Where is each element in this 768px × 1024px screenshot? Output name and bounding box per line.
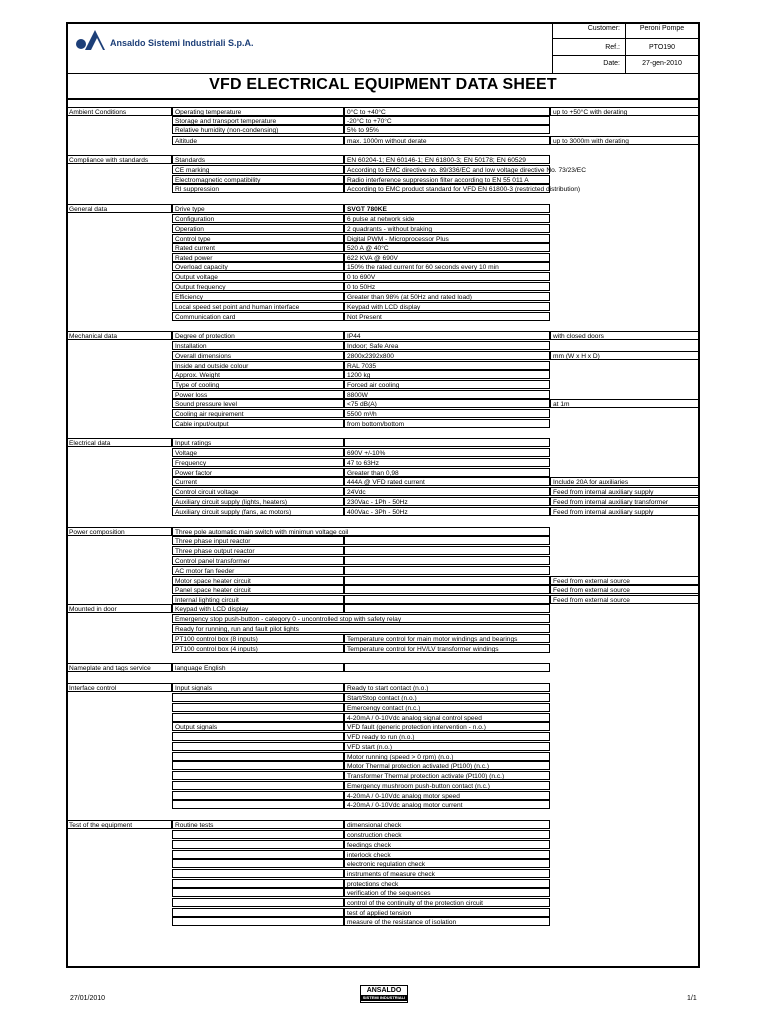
value-cell: Motor running (speed > 0 rpm) (n.o.) bbox=[344, 752, 550, 761]
note-cell: at 1m bbox=[550, 399, 700, 408]
param-cell bbox=[172, 693, 344, 702]
table-row bbox=[0, 175, 768, 184]
value-cell: <75 dB(A) bbox=[344, 399, 550, 408]
table-row bbox=[0, 820, 768, 829]
ref-value: PTO190 bbox=[649, 44, 675, 51]
value-cell bbox=[344, 663, 550, 672]
table-row bbox=[0, 556, 768, 565]
value-cell: Emercengy contact (n.c.) bbox=[344, 703, 550, 712]
param-cell: Current bbox=[172, 477, 344, 486]
value-cell: EN 60204-1; EN 60146-1; EN 61800-3; EN 50178; EN 60529 bbox=[344, 155, 550, 164]
table-row bbox=[0, 370, 768, 379]
table-row bbox=[0, 507, 768, 516]
table-row bbox=[0, 253, 768, 262]
table-row bbox=[0, 781, 768, 790]
value-cell: 5% to 95% bbox=[344, 125, 550, 134]
table-row bbox=[0, 722, 768, 731]
table-row bbox=[0, 742, 768, 751]
param-cell: Communication card bbox=[172, 312, 344, 321]
param-cell bbox=[172, 791, 344, 800]
table-row bbox=[0, 448, 768, 457]
value-cell: Greater than 0,98 bbox=[344, 468, 550, 477]
value-cell: 1200 kg bbox=[344, 370, 550, 379]
table-row bbox=[0, 234, 768, 243]
param-cell: Operation bbox=[172, 224, 344, 233]
param-cell: Input ratings bbox=[172, 438, 344, 447]
value-cell bbox=[344, 536, 550, 545]
table-row bbox=[0, 546, 768, 555]
param-cell: Input signals bbox=[172, 683, 344, 692]
table-row bbox=[0, 302, 768, 311]
value-cell: control of the continuity of the protection circuit bbox=[344, 898, 550, 907]
value-cell: Temperature control for HV/LV transformer windings bbox=[344, 644, 550, 653]
param-cell: Overall dimensions bbox=[172, 351, 344, 360]
value-cell: verification of the sequences bbox=[344, 888, 550, 897]
section-label: Test of the equipment bbox=[66, 820, 172, 829]
table-row bbox=[0, 136, 768, 145]
param-cell bbox=[172, 761, 344, 770]
note-cell: Feed from external source bbox=[550, 576, 700, 585]
value-cell bbox=[344, 438, 550, 447]
param-cell: Degree of protection bbox=[172, 331, 344, 340]
note-cell: mm (W x H x D) bbox=[550, 351, 700, 360]
table-row bbox=[0, 224, 768, 233]
table-row bbox=[0, 282, 768, 291]
meta-divider bbox=[552, 55, 700, 56]
param-cell: Inside and outside colour bbox=[172, 361, 344, 370]
param-cell: Local speed set point and human interface bbox=[172, 302, 344, 311]
table-row bbox=[0, 713, 768, 722]
table-row bbox=[0, 693, 768, 702]
param-cell: Motor space heater circuit bbox=[172, 576, 344, 585]
note-cell: Feed from external source bbox=[550, 595, 700, 604]
value-cell: from bottom/bottom bbox=[344, 419, 550, 428]
table-row bbox=[0, 331, 768, 340]
table-row bbox=[0, 409, 768, 418]
value-cell bbox=[344, 604, 550, 613]
param-cell bbox=[172, 840, 344, 849]
table-row bbox=[0, 585, 768, 594]
table-row bbox=[0, 595, 768, 604]
value-cell: SVGT 780KE bbox=[344, 204, 550, 213]
param-cell bbox=[172, 869, 344, 878]
param-cell: Relative humidity (non-condensing) bbox=[172, 125, 344, 134]
table-row bbox=[0, 125, 768, 134]
section-label: Power composition bbox=[66, 527, 172, 536]
value-cell: VFD start (n.o.) bbox=[344, 742, 550, 751]
table-row bbox=[0, 536, 768, 545]
note-cell: Feed from external source bbox=[550, 585, 700, 594]
param-cell bbox=[172, 703, 344, 712]
section-label: Mechanical data bbox=[66, 331, 172, 340]
table-row bbox=[0, 752, 768, 761]
param-cell: Control panel transformer bbox=[172, 556, 344, 565]
table-row bbox=[0, 341, 768, 350]
table-row bbox=[0, 703, 768, 712]
value-cell: 444A @ VFD rated current bbox=[344, 477, 550, 486]
param-cell: Configuration bbox=[172, 214, 344, 223]
section-label: Interface control bbox=[66, 683, 172, 692]
table-row bbox=[0, 624, 768, 633]
param-cell bbox=[172, 752, 344, 761]
section-label: Compliance with standards bbox=[66, 155, 172, 164]
value-cell: Radio interference suppression filter according to EN 55 011 A bbox=[344, 175, 550, 184]
date-value: 27-gen-2010 bbox=[642, 60, 682, 67]
table-row bbox=[0, 859, 768, 868]
param-cell: Emergency stop push-button - category 0 - uncontrolled stop with safety relay bbox=[172, 614, 550, 623]
param-cell: Power factor bbox=[172, 468, 344, 477]
value-cell: 4-20mA / 0-10Vdc analog motor current bbox=[344, 800, 550, 809]
value-cell: 2800x2392x800 bbox=[344, 351, 550, 360]
table-row bbox=[0, 312, 768, 321]
table-row bbox=[0, 272, 768, 281]
table-row bbox=[0, 477, 768, 486]
table-row bbox=[0, 879, 768, 888]
value-cell: 0°C to +40°C bbox=[344, 107, 550, 116]
param-cell: Altitude bbox=[172, 136, 344, 145]
value-cell: 5500 m³/h bbox=[344, 409, 550, 418]
customer-value: Peroni Pompe bbox=[639, 25, 685, 32]
footer-logo bbox=[360, 985, 408, 1003]
note-cell: Feed from internal auxiliary supply bbox=[550, 507, 700, 516]
table-row bbox=[0, 917, 768, 926]
value-cell: Digital PWM - Microprocessor Plus bbox=[344, 234, 550, 243]
table-row bbox=[0, 683, 768, 692]
footer-date: 27/01/2010 bbox=[70, 995, 106, 1002]
table-row bbox=[0, 214, 768, 223]
table-row bbox=[0, 204, 768, 213]
note-cell: Include 20A for auxiliaries bbox=[550, 477, 700, 486]
value-cell: Greater than 98% (at 50Hz and rated load) bbox=[344, 292, 550, 301]
customer-label: Customer: bbox=[587, 25, 620, 32]
param-cell: Three phase output reactor bbox=[172, 546, 344, 555]
value-cell: 230Vac - 1Ph - 50Hz bbox=[344, 497, 550, 506]
param-cell bbox=[172, 713, 344, 722]
param-cell: Output signals bbox=[172, 722, 344, 731]
section-label: General data bbox=[66, 204, 172, 213]
param-cell: Routine tests bbox=[172, 820, 344, 829]
table-row bbox=[0, 644, 768, 653]
ansaldo-logo-icon bbox=[75, 26, 107, 52]
param-cell: Type of cooling bbox=[172, 380, 344, 389]
table-row bbox=[0, 292, 768, 301]
value-cell: Ready to start contact (n.o.) bbox=[344, 683, 550, 692]
table-row bbox=[0, 800, 768, 809]
value-cell bbox=[344, 546, 550, 555]
table-row bbox=[0, 380, 768, 389]
value-cell: 690V +/-10% bbox=[344, 448, 550, 457]
value-cell: 150% the rated current for 60 seconds every 10 min bbox=[344, 262, 550, 271]
table-row bbox=[0, 184, 768, 193]
param-cell: Sound pressure level bbox=[172, 399, 344, 408]
value-cell: 520 A @ 40°C bbox=[344, 243, 550, 252]
param-cell: Frequency bbox=[172, 458, 344, 467]
note-cell: Feed from internal auxiliary transformer bbox=[550, 497, 700, 506]
table-row bbox=[0, 634, 768, 643]
table-row bbox=[0, 566, 768, 575]
table-row bbox=[0, 419, 768, 428]
header-divider bbox=[66, 73, 700, 74]
param-cell: Storage and transport temperature bbox=[172, 116, 344, 125]
value-cell bbox=[344, 585, 550, 594]
table-row bbox=[0, 165, 768, 174]
table-row bbox=[0, 487, 768, 496]
param-cell bbox=[172, 879, 344, 888]
value-cell bbox=[344, 556, 550, 565]
value-cell: According to EMC directive no. 89/336/EC and low voltage directive No. 73/23/EC bbox=[344, 165, 550, 174]
param-cell: Cooling air requirement bbox=[172, 409, 344, 418]
param-cell bbox=[172, 917, 344, 926]
param-cell: Electromagnetic compatibility bbox=[172, 175, 344, 184]
value-cell bbox=[344, 595, 550, 604]
title-divider bbox=[66, 98, 700, 100]
section-label: Nameplate and tags service bbox=[66, 663, 172, 672]
param-cell: Output frequency bbox=[172, 282, 344, 291]
page-number: 1/1 bbox=[687, 995, 697, 1002]
param-cell: Efficiency bbox=[172, 292, 344, 301]
value-cell: instruments of measure check bbox=[344, 869, 550, 878]
value-cell: 8800W bbox=[344, 390, 550, 399]
value-cell: Not Present bbox=[344, 312, 550, 321]
value-cell: 0 to 690V bbox=[344, 272, 550, 281]
param-cell bbox=[172, 898, 344, 907]
value-cell bbox=[344, 566, 550, 575]
table-row bbox=[0, 830, 768, 839]
param-cell: Panel space heater circuit bbox=[172, 585, 344, 594]
value-cell: 622 KVA @ 690V bbox=[344, 253, 550, 262]
param-cell: Auxiliary circuit supply (lights, heaters) bbox=[172, 497, 344, 506]
table-row bbox=[0, 732, 768, 741]
value-cell: RAL 7035 bbox=[344, 361, 550, 370]
param-cell: Cable input/output bbox=[172, 419, 344, 428]
value-cell: 4-20mA / 0-10Vdc analog motor speed bbox=[344, 791, 550, 800]
param-cell: Rated power bbox=[172, 253, 344, 262]
table-row bbox=[0, 898, 768, 907]
table-row bbox=[0, 361, 768, 370]
table-row bbox=[0, 468, 768, 477]
value-cell: construction check bbox=[344, 830, 550, 839]
value-cell: Temperature control for main motor windings and bearings bbox=[344, 634, 550, 643]
value-cell: Emergency mushroom push-button contact (n.c.) bbox=[344, 781, 550, 790]
footer-logo-sub: SISTEMI INDUSTRIALI bbox=[362, 995, 406, 1000]
param-cell bbox=[172, 830, 344, 839]
param-cell: Drive type bbox=[172, 204, 344, 213]
value-cell: -20°C to +70°C bbox=[344, 116, 550, 125]
value-cell: Indoor; Safe Area bbox=[344, 341, 550, 350]
value-cell: Keypad with LCD display bbox=[344, 302, 550, 311]
param-cell: Three phase input reactor bbox=[172, 536, 344, 545]
section-label: Electrical data bbox=[66, 438, 172, 447]
value-cell: VFD fault (generic protection intervention - n.o.) bbox=[344, 722, 550, 731]
param-cell: Ready for running, run and fault pilot lights bbox=[172, 624, 550, 633]
param-cell: Voltage bbox=[172, 448, 344, 457]
value-cell: 2 quadrants - without braking bbox=[344, 224, 550, 233]
note-cell: with closed doors bbox=[550, 331, 700, 340]
value-cell: electronic regulation check bbox=[344, 859, 550, 868]
value-cell: interlock check bbox=[344, 850, 550, 859]
table-row bbox=[0, 262, 768, 271]
meta-divider bbox=[552, 38, 700, 39]
param-cell: Installation bbox=[172, 341, 344, 350]
param-cell: Internal lighting circuit bbox=[172, 595, 344, 604]
value-cell: 6 pulse at network side bbox=[344, 214, 550, 223]
param-cell: Control type bbox=[172, 234, 344, 243]
table-row bbox=[0, 771, 768, 780]
param-cell: language English bbox=[172, 663, 344, 672]
table-row bbox=[0, 614, 768, 623]
table-row bbox=[0, 869, 768, 878]
table-row bbox=[0, 791, 768, 800]
document-title: VFD ELECTRICAL EQUIPMENT DATA SHEET bbox=[209, 76, 557, 93]
param-cell: Overload capacity bbox=[172, 262, 344, 271]
table-row bbox=[0, 888, 768, 897]
value-cell: 0 to 50Hz bbox=[344, 282, 550, 291]
param-cell bbox=[172, 850, 344, 859]
table-row bbox=[0, 438, 768, 447]
table-row bbox=[0, 604, 768, 613]
param-cell: Approx. Weight bbox=[172, 370, 344, 379]
table-row bbox=[0, 850, 768, 859]
param-cell: RI suppression bbox=[172, 184, 344, 193]
value-cell bbox=[344, 576, 550, 585]
value-cell: max. 1000m without derate bbox=[344, 136, 550, 145]
param-cell bbox=[172, 908, 344, 917]
param-cell: AC motor fan feeder bbox=[172, 566, 344, 575]
value-cell: Motor Thermal protection activated (Pt100) (n.c.) bbox=[344, 761, 550, 770]
table-row bbox=[0, 351, 768, 360]
ref-label: Ref.: bbox=[605, 44, 620, 51]
note-cell: Feed from internal auxiliary supply bbox=[550, 487, 700, 496]
table-row bbox=[0, 527, 768, 536]
param-cell: Auxiliary circuit supply (fans, ac motors) bbox=[172, 507, 344, 516]
table-row bbox=[0, 243, 768, 252]
value-cell: feedings check bbox=[344, 840, 550, 849]
param-cell: Three pole automatic main switch with minimun voltage coil bbox=[172, 527, 550, 536]
value-cell: VFD ready to run (n.o.) bbox=[344, 732, 550, 741]
note-cell: up to +50°C with derating bbox=[550, 107, 700, 116]
table-row bbox=[0, 107, 768, 116]
footer-logo-text: ANSALDO bbox=[366, 987, 402, 994]
param-cell: PT100 control box (8 inputs) bbox=[172, 634, 344, 643]
table-row bbox=[0, 761, 768, 770]
value-cell: protections check bbox=[344, 879, 550, 888]
param-cell: CE marking bbox=[172, 165, 344, 174]
value-cell: IP44 bbox=[344, 331, 550, 340]
value-cell: test of applied tension bbox=[344, 908, 550, 917]
value-cell: measure of the resistance of isolation bbox=[344, 917, 550, 926]
table-row bbox=[0, 840, 768, 849]
value-cell: 400Vac - 3Ph - 50Hz bbox=[344, 507, 550, 516]
table-row bbox=[0, 399, 768, 408]
date-label: Date: bbox=[603, 60, 620, 67]
value-cell: 24Vdc bbox=[344, 487, 550, 496]
param-cell bbox=[172, 888, 344, 897]
table-row bbox=[0, 576, 768, 585]
value-cell: Transformer Thermal protection activate (Pt100) (n.c.) bbox=[344, 771, 550, 780]
param-cell: PT100 control box (4 inputs) bbox=[172, 644, 344, 653]
section-label: Ambient Conditions bbox=[66, 107, 172, 116]
param-cell: Rated current bbox=[172, 243, 344, 252]
param-cell: Power loss bbox=[172, 390, 344, 399]
param-cell: Operating temperature bbox=[172, 107, 344, 116]
param-cell: Standards bbox=[172, 155, 344, 164]
table-row bbox=[0, 497, 768, 506]
value-cell: 47 to 63Hz bbox=[344, 458, 550, 467]
table-row bbox=[0, 390, 768, 399]
param-cell bbox=[172, 800, 344, 809]
param-cell bbox=[172, 859, 344, 868]
param-cell bbox=[172, 732, 344, 741]
value-cell: dimensional check bbox=[344, 820, 550, 829]
param-cell bbox=[172, 742, 344, 751]
table-row bbox=[0, 458, 768, 467]
section-label: Mounted in door bbox=[66, 604, 172, 613]
table-row bbox=[0, 908, 768, 917]
value-cell: According to EMC product standard for VFD EN 61800-3 (restricted distribution) bbox=[344, 184, 550, 193]
param-cell: Keypad with LCD display bbox=[172, 604, 344, 613]
value-cell: 4-20mA / 0-10Vdc analog signal control speed bbox=[344, 713, 550, 722]
table-row bbox=[0, 155, 768, 164]
value-cell: Start/Stop contact (n.o.) bbox=[344, 693, 550, 702]
table-row bbox=[0, 116, 768, 125]
value-cell: Forced air cooling bbox=[344, 380, 550, 389]
param-cell bbox=[172, 771, 344, 780]
company-name: Ansaldo Sistemi Industriali S.p.A. bbox=[110, 38, 254, 48]
table-row bbox=[0, 663, 768, 672]
param-cell: Control circuit voltage bbox=[172, 487, 344, 496]
note-cell: up to 3000m with derating bbox=[550, 136, 700, 145]
param-cell bbox=[172, 781, 344, 790]
param-cell: Output voltage bbox=[172, 272, 344, 281]
